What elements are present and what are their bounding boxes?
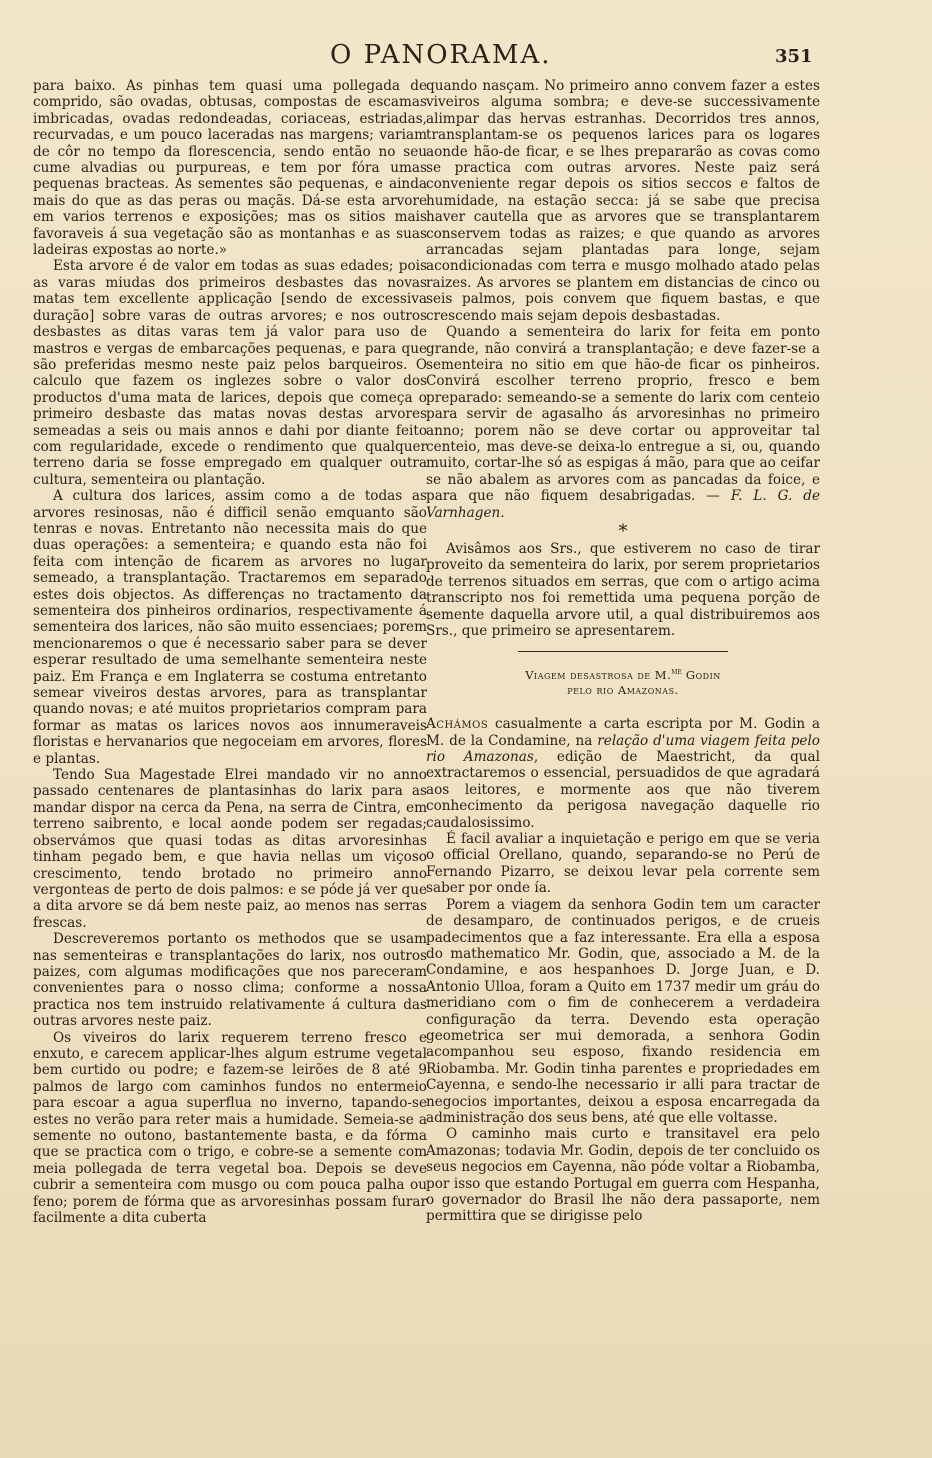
- right-column: [426, 78, 820, 1225]
- paragraph: Tendo Sua Magestade Elrei mandado vir no anno passado centenares de plantasinhas do larix para as mandar dispor na cerca da Pena, na serra de Cintra, em terreno saibrento, e local aonde podem ser regadas; observámos que quasi todas as ditas arvoresinhas tinham pegado bem, e que havia nellas um viçoso crescimento, tendo brotado no primeiro anno vergonteas de perto de dois palmos: e se póde já ver que a dita arvore se dá bem neste paiz, ao menos nas serras frescas.: [33, 767, 427, 931]
- paragraph: [426, 716, 820, 831]
- paragraph: quando nasçam. No primeiro anno convem fazer a estes viveiros alguma sombra; e deve-se successivamente alimpar das hervas estranhas. Decorridos tres annos, transplantam-se os pequenos larices para os logares aonde hão-de ficar, e se lhes prepararão as covas como se practica com outras arvores. Neste paiz será conveniente regar depois os sitios seccos e faltos de humidade, na estação secca: já se sabe que precisa haver cautella que as arvores que se transplantarem conservem todas as raizes; e que quando as arvores arrancadas sejam plantadas para longe, sejam acondicionadas com terra e musgo molhado atado pelas raizes. As arvores se plantem em distancias de cinco ou seis palmos, pois convem que fiquem bastas, e que crescendo mais sejam depois desbastadas.: [426, 78, 820, 324]
- author-signature: F. L. G. de Varnhagen.: [426, 488, 820, 521]
- page-number: 351: [775, 46, 813, 67]
- article-title-part: Godin: [681, 668, 721, 683]
- paragraph: Porem a viagem da senhora Godin tem um caracter de desamparo, de continuados perigos, e de crueis padecimentos que a faz interessante. Era ella a esposa do mathematico Mr. Godin, que, associado a M. de la Condamine, e aos hespanhoes D. Jorge Juan, e D. Antonio Ulloa, foram a Quito em 1737 medir um gráu do meridiano com o fim de conhecerem a verdadeira configuração da terra. Devendo esta operação geometrica ser mui demorada, a senhora Godin acompanhou seu esposo, fixando residencia em Riobamba. Mr. Godin tinha parentes e propriedades em Cayenna, e sendo-lhe necessario ir alli para tractar de negocios importantes, deixou a esposa encarregada da administração dos seus bens, até que elle voltasse.: [426, 896, 820, 1126]
- paragraph: Descreveremos portanto os methodos que se usam nas sementeiras e transplantações do larix, nos outros paizes, com algumas modificações que nos pareceram convenientes para o nosso clima; conforme a nossa practica nos tem instruido relativamente á cultura das outras arvores neste paiz.: [33, 931, 427, 1030]
- section-divider: [518, 651, 728, 652]
- left-column: [33, 78, 427, 1226]
- article-title-superscript: me: [671, 667, 682, 677]
- paragraph: O caminho mais curto e transitavel era pelo Amazonas; todavia Mr. Godin, depois de ter concluido os seus negocios em Cayenna, não póde voltar a Riobamba, por isso que estando Portugal em guerra com Hespanha, o governador do Brasil lhe não dera passaporte, nem permittira que se dirigisse pelo: [426, 1126, 820, 1225]
- paragraph-text: , edição de Maestricht, da qual extractaremos o essencial, persuadidos de que agradará aos leitores, e mormente aos que não tiverem conhecimento da perigosa navegação daquelle rio caudalosissimo.: [426, 749, 820, 831]
- paragraph-text: casualmente a carta escripta por M. Godin a M. de la Condamine, na: [426, 716, 820, 749]
- paragraph-text: Quando a sementeira do larix for feita em ponto grande, não convirá a transplantação; e deve fazer-se a sementeira no sitio em que hão-de ficar os pinheiros. Convirá escolher terreno proprio, fresco e bem preparado: semeando-se a semente do larix com centeio para servir de agasalho ás arvoresinhas no primeiro anno; porem não se deve cortar ou approveitar tal centeio, mas deve-se deixa-lo entregue a si, ou, quando muito, cortar-lhe só as espigas á mão, para que ao ceifar se não abalem as arvores com as pancadas da foice, e para que não fiquem desabrigadas. —: [426, 324, 820, 505]
- article-title-line2: pelo rio Amazonas.: [567, 683, 679, 698]
- paragraph: Os viveiros do larix requerem terreno fresco e enxuto, e carecem applicar-lhes algum estrume vegetal bem curtido ou podre; e fazem-se leirões de 8 até 9 palmos de largo com caminhos fundos no entermeio para escoar a agua superflua no inverno, tapando-se estes no verão para reter mais a humidade. Semeia-se a semente no outono, bastantemente basta, e da fórma que se practica com o trigo, e cobre-se a semente com meia pollegada de terra vegetal boa. Depois se deve cubrir a sementeira com musgo ou com pouca palha ou feno; porem de fórma que as arvoresinhas possam furar facilmente a dita cuberta: [33, 1029, 427, 1227]
- paragraph: [426, 324, 820, 521]
- paragraph: É facil avaliar a inquietação e perigo em que se veria o official Orellano, quando, separando-se no Perú de Fernando Pizarro, se deixou levar pela corrente sem saber por onde ía.: [426, 831, 820, 897]
- masthead: O PANORAMA.: [330, 40, 552, 70]
- asterism-divider: *: [618, 520, 628, 542]
- paragraph: para baixo. As pinhas tem quasi uma pollegada de comprido, são ovadas, obtusas, compostas de escamas imbricadas, ovadas redondeadas, coriaceas, estriadas, recurvadas, e um pouco laceradas nas margens; variam de côr no tempo da florescencia, sendo então no seu cume alvadias ou purpureas, e tem por fóra umas pequenas bracteas. As sementes são pequenas, e ainda mais do que as das peras ou maçãs. Dá-se esta arvore em varios terrenos e exposições; mas os sitios mais favoraveis á sua vegetação são as montanhas e as suas ladeiras expostas ao norte.»: [33, 78, 427, 259]
- book-title: relação d'uma viagem feita pelo rio Amazonas: [426, 732, 820, 766]
- paragraph: A cultura dos larices, assim como a de todas as arvores resinosas, não é difficil senão emquanto são tenras e novas. Entretanto não necessita mais do que duas operações: a sementeira; e quando esta não foi feita com intenção de ficarem as arvores no lugar semeado, a transplantação. Tractaremos em separado estes dois objectos. As differenças no tractamento da sementeira dos pinheiros ordinarios, respectivamente á sementeira dos larices, não são muito essenciaes; porem mencionaremos o que é necessario saber para se dever esperar resultado de uma semelhante sementeira neste paiz. Em França e em Inglaterra se costuma entretanto semear viveiros destas arvores, para as transplantar quando novas; e até muitos proprietarios compram para formar as matas os larices novos aos innumeraveis floristas e hervanarios que negoceiam em arvores, flores e plantas.: [33, 488, 427, 767]
- page-header: [30, 40, 830, 80]
- editor-notice: Avisâmos aos Srs., que estiverem no caso de tirar proveito da sementeira do larix, por serem proprietarios de terrenos situados em serras, que com o artigo acima transcripto nos foi remettida uma pequena porção de semente daquella arvore util, a qual distribuiremos aos Srs., que primeiro se apresentarem.: [426, 540, 820, 639]
- lead-word: Achámos: [426, 716, 489, 733]
- article-title: [426, 664, 820, 698]
- paragraph: Esta arvore é de valor em todas as suas edades; pois as varas miudas dos primeiros desbastes das novas matas tem excellente applicação [sendo de excessiva duração] sobre varas de outras arvores; e nos outros desbastes as ditas varas tem já valor para uso de mastros e vergas de embarcações pequenas, e para que são preferidas mesmo neste paiz pelos barqueiros. O calculo que fazem os inglezes sobre o valor dos productos d'uma mata de larices, depois que começa o primeiro desbaste das matas novas destas arvores semeadas a seis ou mais annos e dahi por diante feito com regularidade, excede o rendimento que qualquer terreno daria se fosse empregado em qualquer outra cultura, sementeira ou plantação.: [33, 258, 427, 488]
- article-title-part: Viagem desastrosa de M.: [525, 668, 672, 683]
